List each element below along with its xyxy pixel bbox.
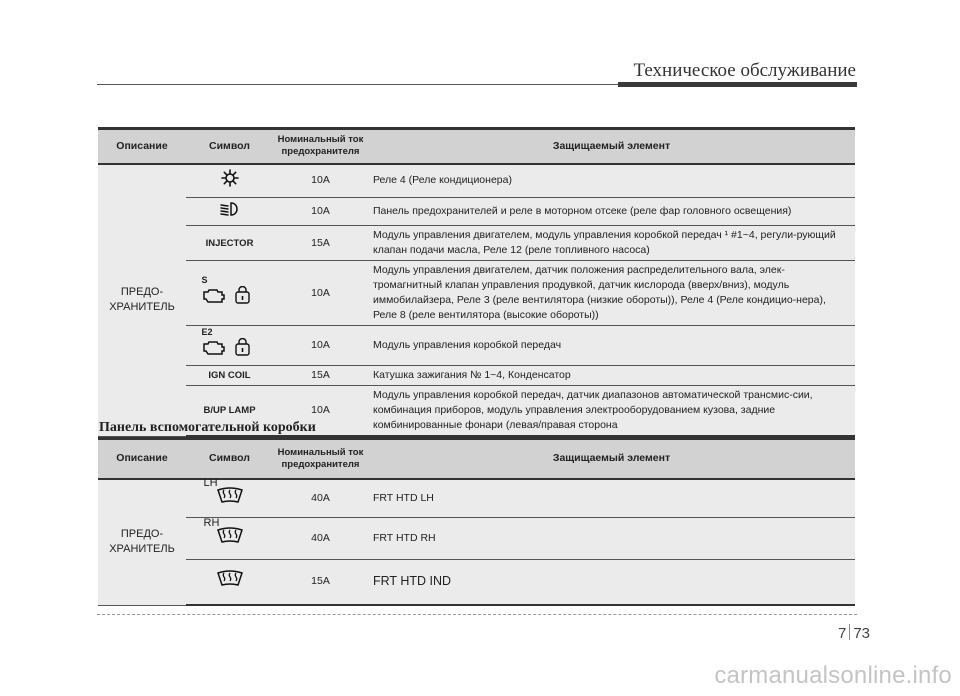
- symbol-text: LH: [203, 476, 218, 489]
- fuse-rating: 15A: [273, 559, 368, 605]
- windshield-heater-icon: [216, 486, 244, 504]
- table-row: [98, 479, 855, 518]
- protected-component: Катушка зажигания № 1~4, Конденсатор: [368, 366, 855, 386]
- protected-component: Реле 4 (Реле кондиционера): [368, 164, 855, 198]
- fuse-table-auxiliary: [98, 437, 855, 606]
- fuse-rating: 10A: [273, 326, 368, 366]
- group-label: ПРЕДО-ХРАНИТЕЛЬ: [98, 479, 186, 606]
- header-rating: Номинальный ток предохранителя: [273, 439, 368, 479]
- page-header-title: Техническое обслуживание: [633, 60, 856, 81]
- windshield-heater-icon: [216, 526, 244, 544]
- symbol-text: S: [201, 274, 208, 285]
- section-title: Панель вспомогательной коробки: [99, 420, 316, 435]
- ac-icon: [221, 169, 239, 187]
- page-number: [838, 624, 870, 642]
- fuse-rating: 15A: [273, 226, 368, 261]
- header-bar: [618, 82, 857, 87]
- fuse-rating: 10A: [273, 386, 368, 437]
- table-row: [98, 559, 855, 605]
- windshield-heater-symbol: [200, 565, 260, 593]
- windshield-heater-symbol: [200, 476, 260, 510]
- protected-component: FRT HTD LH: [368, 479, 855, 518]
- engine-immobilizer-symbol: [200, 328, 260, 358]
- table-header-row: [98, 129, 855, 164]
- protected-component: Модуль управления двигателем, модуль управления коробкой передач ¹ #1~4, регули-рующий клапан подачи масла, Реле 12 (реле топливного насоса): [368, 226, 855, 261]
- symbol-text: E2: [201, 327, 213, 337]
- header-component: Защищаемый элемент: [368, 129, 855, 164]
- windshield-heater-icon: [216, 569, 244, 587]
- fuse-rating: 40A: [273, 479, 368, 518]
- protected-component: FRT HTD RH: [368, 517, 855, 559]
- watermark: carmanualsonline.info: [714, 662, 952, 689]
- table-row: [98, 164, 855, 198]
- header-component: Защищаемый элемент: [368, 439, 855, 479]
- protected-component: Модуль управления коробкой передач: [368, 326, 855, 366]
- symbol-text: INJECTOR: [186, 226, 273, 261]
- engine-immobilizer-symbol: [200, 276, 260, 306]
- protected-component: Модуль управления коробкой передач, датчик диапазонов автоматической трансмис-сии, комбинация приборов, модуль управления электрооборудованием кузова, задние комбинированные фонари (левая/правая сторона: [368, 386, 855, 437]
- page-number-value: 73: [853, 625, 871, 642]
- page-divider: [849, 624, 850, 640]
- table-row: [98, 226, 855, 261]
- symbol-text: IGN COIL: [186, 366, 273, 386]
- symbol-text: RH: [203, 516, 220, 529]
- fuse-rating: 40A: [273, 517, 368, 559]
- fuse-rating: 10A: [273, 164, 368, 198]
- group-label: ПРЕДО-ХРАНИТЕЛЬ: [98, 164, 186, 437]
- table-header-row: [98, 439, 855, 479]
- table-row: [98, 326, 855, 366]
- headlamp-icon: [219, 201, 241, 217]
- fuse-rating: 10A: [273, 261, 368, 326]
- fuse-table-engine: [98, 127, 855, 437]
- footer-rule: [97, 614, 857, 615]
- table-row: [98, 517, 855, 559]
- header-symbol: Символ: [186, 439, 273, 479]
- protected-component: FRT HTD IND: [368, 559, 855, 605]
- engine-immobilizer-icon: [200, 286, 258, 306]
- symbol-text: B/UP LAMP: [186, 386, 273, 437]
- header-description: Описание: [98, 129, 186, 164]
- protected-component: Модуль управления двигателем, датчик положения распределительного вала, элек-тромагнитный клапан управления продувкой, датчик кислорода (вверх/вниз), модуль иммобилайзера, Реле 3 (реле вентилятора (низкие обороты)), Реле 4 (Реле кондицио-нера), Реле 8 (реле вентилятора (высокие обороты)): [368, 261, 855, 326]
- engine-immobilizer-icon: [200, 338, 258, 358]
- header-rating: Номинальный ток предохранителя: [273, 129, 368, 164]
- header-symbol: Символ: [186, 129, 273, 164]
- fuse-rating: 10A: [273, 198, 368, 226]
- table-row: [98, 261, 855, 326]
- windshield-heater-symbol: [200, 516, 260, 550]
- fuse-rating: 15A: [273, 366, 368, 386]
- table-row: [98, 366, 855, 386]
- protected-component: Панель предохранителей и реле в моторном отсеке (реле фар головного освещения): [368, 198, 855, 226]
- table-row: [98, 198, 855, 226]
- chapter-number: 7: [838, 625, 847, 642]
- header-description: Описание: [98, 439, 186, 479]
